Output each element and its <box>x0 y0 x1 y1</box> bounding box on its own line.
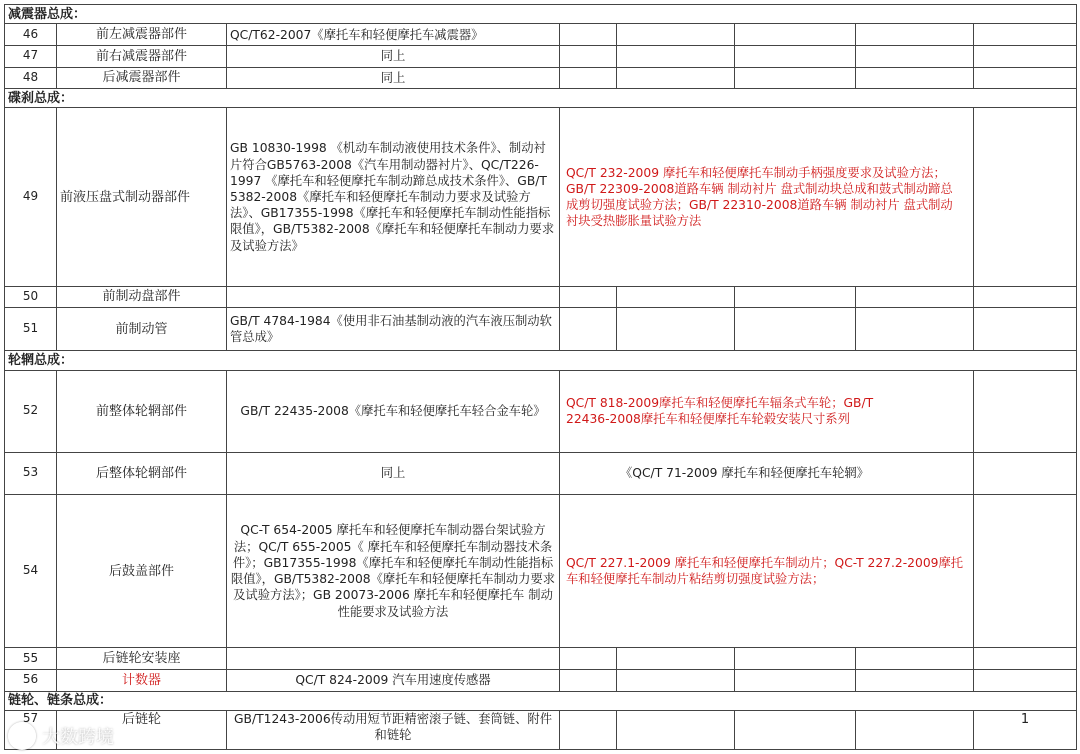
empty-cell <box>735 24 856 46</box>
part-name: 后链轮 <box>57 710 227 749</box>
table-row <box>5 669 1077 691</box>
standard-cell <box>227 648 560 670</box>
empty-cell <box>617 669 735 691</box>
row-number: 52 <box>5 370 57 452</box>
empty-cell <box>856 24 974 46</box>
reference-standard-cell: QC/T 227.1-2009 摩托车和轻便摩托车制动片；QC-T 227.2-2009摩托车和轻便摩托车制动片粘结剪切强度试验方法； <box>560 494 974 648</box>
standard-cell: 同上 <box>227 67 560 89</box>
empty-cell <box>974 669 1077 691</box>
table-row <box>5 67 1077 89</box>
standards-table <box>4 4 1077 750</box>
empty-cell <box>735 669 856 691</box>
section-shock: 减震器总成： <box>5 5 1077 24</box>
standard-cell: 同上 <box>227 452 560 494</box>
standard-cell <box>227 286 560 308</box>
empty-cell <box>735 286 856 308</box>
empty-cell <box>856 67 974 89</box>
empty-cell <box>735 308 856 351</box>
empty-cell <box>856 669 974 691</box>
table-row <box>5 648 1077 670</box>
empty-cell <box>974 308 1077 351</box>
table-row <box>5 24 1077 46</box>
part-name: 前整体轮辋部件 <box>57 370 227 452</box>
section-brake: 碟刹总成： <box>5 89 1077 108</box>
empty-cell <box>735 710 856 749</box>
empty-cell <box>617 286 735 308</box>
reference-standard-cell: QC/T 232-2009 摩托车和轻便摩托车制动手柄强度要求及试验方法； GB/T 22309-2008道路车辆 制动衬片 盘式制动块总成和鼓式制动蹄总成剪切强度试验方法；GB/T 22310-2008道路车辆 制动衬片 盘式制动衬块受热膨胀量试验方法 <box>560 108 974 286</box>
row-number: 55 <box>5 648 57 670</box>
empty-cell <box>974 67 1077 89</box>
standard-cell: QC/T 824-2009 汽车用速度传感器 <box>227 669 560 691</box>
standard-cell: GB 10830-1998 《机动车制动液使用技术条件》、制动衬片符合GB5763-2008《汽车用制动器衬片》、QC/T226- 1997 《摩托车和轻便摩托车制动蹄总成技术条件》、GB/T 5382-2008《摩托车和轻便摩托车制动力要求及试验方法》、GB17355-1998《摩托车和轻便摩托车制动性能指标限值》，GB/T5382-2008《摩托车和轻便摩托车制动力要求及试验方法》 <box>227 108 560 286</box>
empty-cell <box>974 286 1077 308</box>
empty-cell <box>856 710 974 749</box>
empty-cell <box>617 710 735 749</box>
row-number: 48 <box>5 67 57 89</box>
section-row <box>5 351 1077 370</box>
empty-cell <box>617 308 735 351</box>
watermark-logo-icon <box>8 722 36 750</box>
watermark-text: 大数跨境 <box>42 727 114 748</box>
empty-cell <box>560 45 617 67</box>
empty-cell <box>617 648 735 670</box>
empty-cell <box>617 24 735 46</box>
standard-cell: QC-T 654-2005 摩托车和轻便摩托车制动器台架试验方法；QC/T 655-2005《 摩托车和轻便摩托车制动器技术条件》；GB17355-1998《摩托车和轻便摩托车制动性能指标限值》，GB/T5382-2008《摩托车和轻便摩托车制动力要求及试验方法》；GB 20073-2006 摩托车和轻便摩托车 制动性能要求及试验方法 <box>227 494 560 648</box>
empty-cell <box>974 24 1077 46</box>
row-number: 47 <box>5 45 57 67</box>
empty-cell <box>974 108 1077 286</box>
table-row <box>5 452 1077 494</box>
empty-cell <box>974 45 1077 67</box>
empty-cell <box>856 308 974 351</box>
table-row <box>5 370 1077 452</box>
standard-cell: GB/T1243-2006传动用短节距精密滚子链、套筒链、附件和链轮 <box>227 710 560 749</box>
standard-cell: QC/T62-2007《摩托车和轻便摩托车减震器》 <box>227 24 560 46</box>
empty-cell <box>974 648 1077 670</box>
empty-cell <box>735 648 856 670</box>
row-number: 46 <box>5 24 57 46</box>
table-row <box>5 108 1077 286</box>
empty-cell <box>560 24 617 46</box>
empty-cell <box>856 45 974 67</box>
row-number: 53 <box>5 452 57 494</box>
empty-cell <box>617 45 735 67</box>
row-number: 56 <box>5 669 57 691</box>
row-number: 50 <box>5 286 57 308</box>
empty-cell <box>856 648 974 670</box>
watermark <box>8 722 114 750</box>
empty-cell <box>617 67 735 89</box>
row-number: 49 <box>5 108 57 286</box>
empty-cell <box>560 669 617 691</box>
part-name: 前右减震器部件 <box>57 45 227 67</box>
empty-cell <box>856 286 974 308</box>
standard-cell: 同上 <box>227 45 560 67</box>
part-name: 前左减震器部件 <box>57 24 227 46</box>
empty-cell <box>560 308 617 351</box>
empty-cell <box>560 67 617 89</box>
empty-cell <box>735 45 856 67</box>
reference-standard-cell: QC/T 818-2009摩托车和轻便摩托车辐条式车轮；GB/T 22436-2008摩托车和轻便摩托车轮毂安装尺寸系列 <box>560 370 974 452</box>
table-row <box>5 286 1077 308</box>
part-name: 后鼓盖部件 <box>57 494 227 648</box>
part-name: 计数器 <box>57 669 227 691</box>
standard-cell: GB/T 4784-1984《使用非石油基制动液的汽车液压制动软管总成》 <box>227 308 560 351</box>
section-wheel: 轮辋总成： <box>5 351 1077 370</box>
part-name: 前液压盘式制动器部件 <box>57 108 227 286</box>
part-name: 后链轮安装座 <box>57 648 227 670</box>
row-number: 57 <box>5 710 57 749</box>
empty-cell <box>974 452 1077 494</box>
reference-standard-cell: 《QC/T 71-2009 摩托车和轻便摩托车轮辋》 <box>560 452 974 494</box>
table-row <box>5 45 1077 67</box>
empty-cell <box>560 648 617 670</box>
table-row <box>5 308 1077 351</box>
part-name: 后减震器部件 <box>57 67 227 89</box>
row-number: 54 <box>5 494 57 648</box>
section-row <box>5 691 1077 710</box>
empty-cell <box>735 67 856 89</box>
empty-cell <box>560 710 617 749</box>
section-chain: 链轮、链条总成： <box>5 691 1077 710</box>
part-name: 前制动管 <box>57 308 227 351</box>
row-number: 51 <box>5 308 57 351</box>
standard-cell: GB/T 22435-2008《摩托车和轻便摩托车轻合金车轮》 <box>227 370 560 452</box>
table-row <box>5 494 1077 648</box>
empty-cell <box>974 370 1077 452</box>
empty-cell <box>974 494 1077 648</box>
section-row <box>5 89 1077 108</box>
table-row <box>5 710 1077 749</box>
part-name: 后整体轮辋部件 <box>57 452 227 494</box>
extra-value-cell: 1 <box>974 710 1077 749</box>
section-row <box>5 5 1077 24</box>
empty-cell <box>560 286 617 308</box>
part-name: 前制动盘部件 <box>57 286 227 308</box>
